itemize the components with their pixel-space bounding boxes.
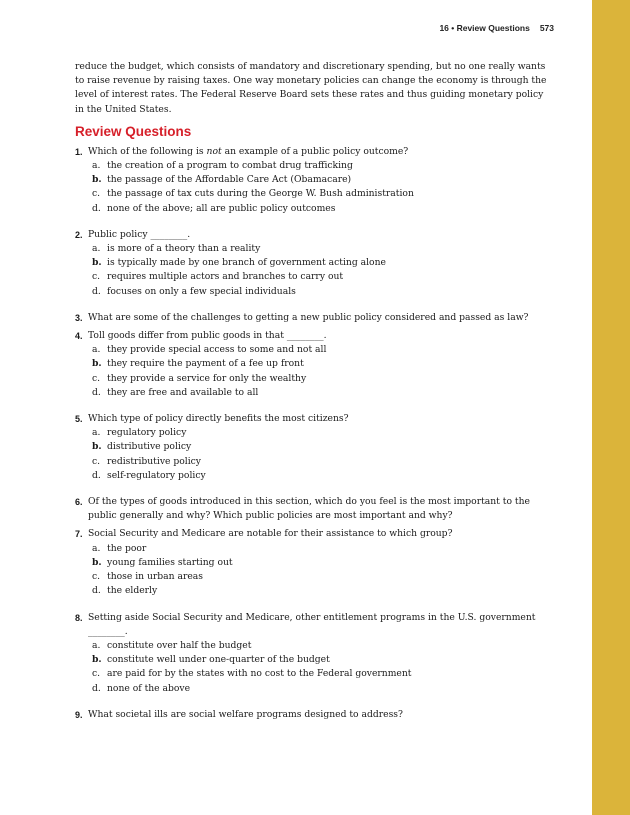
question-5 (75, 412, 555, 483)
question-1 (75, 145, 555, 216)
question-9 (75, 708, 555, 722)
answer-option (88, 357, 555, 371)
stem-text: an example of a public policy outcome? (221, 145, 409, 157)
question-number: 3. (75, 312, 83, 323)
answer-option (88, 173, 555, 187)
option-letter: a. (92, 639, 101, 651)
option-text: they provide a service for only the wealthy (107, 372, 307, 384)
answer-option (88, 653, 555, 667)
option-letter: d. (92, 386, 101, 398)
answer-option (88, 426, 555, 440)
option-text: they are free and available to all (107, 386, 259, 398)
answer-option (88, 542, 555, 556)
question-stem: Setting aside Social Security and Medicare, other entitlement programs in the U.S. government ________. (88, 611, 536, 637)
intro-paragraph: reduce the budget, which consists of mandatory and discretionary spending, but no one really wants to raise revenue by raising taxes. One way monetary policies can change the economy is through the level of interest rates. The Federal Reserve Board sets these rates and thus guiding monetary policy in the United States. (75, 61, 547, 115)
question-number: 5. (75, 414, 83, 425)
option-letter: b. (92, 257, 102, 269)
option-text: the poor (107, 542, 147, 554)
option-letter: a. (92, 542, 101, 554)
page-number: 573 (539, 23, 554, 33)
option-text: is more of a theory than a reality (107, 243, 261, 255)
answer-options (88, 159, 555, 216)
option-letter: c. (92, 455, 101, 467)
answer-option (88, 187, 555, 201)
option-text: they provide special access to some and not all (107, 344, 327, 356)
option-text: self-regulatory policy (107, 469, 206, 481)
question-number: 1. (75, 146, 83, 157)
answer-option (88, 343, 555, 357)
option-text: young families starting out (107, 556, 233, 568)
question-4 (75, 329, 555, 400)
answer-option (88, 469, 555, 483)
option-text: regulatory policy (107, 427, 187, 439)
answer-option (88, 159, 555, 173)
question-6 (75, 495, 555, 523)
question-number: 4. (75, 331, 83, 342)
option-letter: d. (92, 469, 101, 481)
option-letter: b. (92, 174, 102, 186)
option-letter: b. (92, 358, 102, 370)
option-text: are paid for by the states with no cost to the Federal government (107, 668, 412, 680)
option-letter: a. (92, 243, 101, 255)
option-letter: d. (92, 585, 101, 597)
answer-options (88, 242, 555, 299)
option-text: constitute over half the budget (107, 639, 252, 651)
option-letter: a. (92, 427, 101, 439)
question-stem: Public policy ________. (88, 228, 191, 240)
answer-option (88, 570, 555, 584)
answer-options (88, 343, 555, 400)
option-letter: b. (92, 556, 102, 568)
question-stem: Social Security and Medicare are notable for their assistance to which group? (88, 528, 453, 540)
answer-options (88, 639, 555, 696)
question-8 (75, 611, 555, 696)
answer-option (88, 682, 555, 696)
option-letter: b. (92, 654, 102, 666)
question-2 (75, 228, 555, 299)
answer-option (88, 285, 555, 299)
option-text: none of the above (107, 682, 191, 694)
option-text: the passage of tax cuts during the George W. Bush administration (107, 188, 414, 200)
option-text: focuses on only a few special individuals (107, 285, 296, 297)
answer-option (88, 455, 555, 469)
question-stem: What societal ills are social welfare programs designed to address? (88, 708, 403, 720)
answer-option (88, 386, 555, 400)
question-stem: Which type of policy directly benefits the most citizens? (88, 413, 349, 425)
option-text: constitute well under one-quarter of the budget (107, 654, 330, 666)
answer-option (88, 556, 555, 570)
option-letter: a. (92, 160, 101, 172)
question-number: 7. (75, 529, 83, 540)
option-text: requires multiple actors and branches to carry out (107, 271, 344, 283)
option-letter: a. (92, 344, 101, 356)
question-number: 6. (75, 497, 83, 508)
answer-option (88, 584, 555, 598)
option-letter: d. (92, 285, 101, 297)
chapter-heading: 16 • Review Questions (439, 23, 530, 33)
option-text: the passage of the Affordable Care Act (Obamacare) (107, 174, 352, 186)
answer-option (88, 242, 555, 256)
option-letter: b. (92, 441, 102, 453)
option-text: is typically made by one branch of government acting alone (107, 257, 386, 269)
answer-option (88, 202, 555, 216)
question-number: 8. (75, 612, 83, 623)
option-letter: c. (92, 372, 101, 384)
question-stem: Toll goods differ from public goods in that ________. (88, 330, 327, 342)
stem-text: Which of the following is (88, 145, 207, 157)
option-text: distributive policy (107, 441, 192, 453)
answer-option (88, 440, 555, 454)
question-stem (88, 145, 555, 159)
answer-option (88, 667, 555, 681)
question-stem: What are some of the challenges to getting a new public policy considered and passed as law? (88, 311, 529, 323)
option-text: they require the payment of a fee up front (107, 358, 304, 370)
option-letter: c. (92, 668, 101, 680)
gold-sidebar (592, 0, 630, 815)
option-letter: c. (92, 271, 101, 283)
answer-option (88, 639, 555, 653)
option-letter: d. (92, 682, 101, 694)
question-7 (75, 527, 555, 598)
page-content (75, 60, 555, 726)
option-text: the creation of a program to combat drug trafficking (107, 160, 353, 172)
section-title: Review Questions (75, 123, 192, 139)
question-number: 9. (75, 709, 83, 720)
option-text: none of the above; all are public policy outcomes (107, 202, 336, 214)
option-text: redistributive policy (107, 455, 201, 467)
option-text: the elderly (107, 585, 158, 597)
running-head (439, 23, 554, 33)
option-text: those in urban areas (107, 571, 203, 583)
answer-option (88, 270, 555, 284)
question-3 (75, 311, 555, 325)
answer-options (88, 542, 555, 599)
question-number: 2. (75, 229, 83, 240)
answer-option (88, 256, 555, 270)
answer-option (88, 372, 555, 386)
answer-options (88, 426, 555, 483)
option-letter: d. (92, 202, 101, 214)
emphasized-word: not (206, 145, 222, 157)
question-list (75, 145, 555, 722)
question-stem: Of the types of goods introduced in this section, which do you feel is the most important to the public generally and why? Which public policies are most important and why? (88, 496, 530, 522)
option-letter: c. (92, 571, 101, 583)
option-letter: c. (92, 188, 101, 200)
